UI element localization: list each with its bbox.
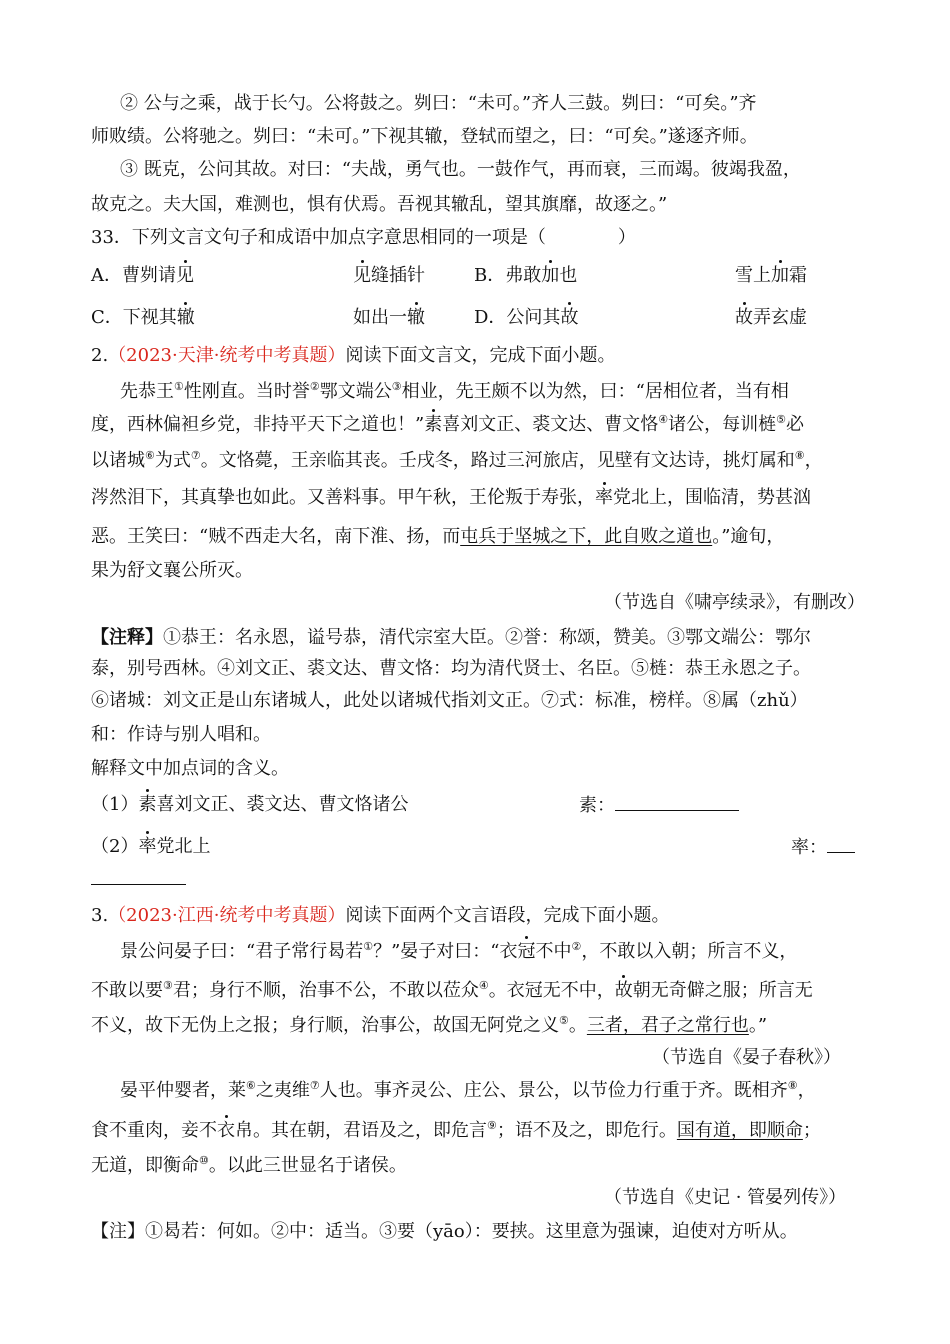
- q3-a-line1: 景公问晏子曰：“君子常行曷若①？”晏子对曰：“衣冠不中②，不敢以入朝；所言不义，: [120, 940, 798, 962]
- q33-option-a-idiom: 见缝插针: [353, 265, 425, 286]
- q33-option-d: D．公问其故: [474, 307, 579, 328]
- q33-option-c-idiom: 如出一辙: [353, 307, 425, 328]
- q3-citation-2: （节选自《史记 · 管晏列传》）: [604, 1187, 847, 1208]
- q2-sub1-answer: 素：: [579, 794, 739, 817]
- q33-option-c: C．下视其辙: [91, 307, 195, 328]
- story1-p3-line1: ③ 既克，公问其故。对曰：“夫战，勇气也。一鼓作气，再而衰，三而竭。彼竭我盈，: [120, 159, 801, 180]
- q3-a-line2: 不敢以要③君；身行不顺，治事不公，不敢以莅众④。衣冠无不中，故朝无奇僻之服；所言无: [91, 979, 813, 1001]
- q2-text-line2: 度，西林偏袒乡党，非持平天下之道也！”素喜刘文正、裘文达、曹文恪④诸公，每训梿⑤必: [91, 413, 804, 435]
- q2-notes-line1: 【注释】①恭王：名永恩，谥号恭，清代宗室大臣。②誉：称颂，赞美。③鄂文端公：鄂尔: [91, 627, 811, 648]
- q2-text-line1: 先恭王①性刚直。当时誉②鄂文端公③相业，先王颇不以为然，曰：“居相位者，当有相: [120, 380, 789, 402]
- q2-notes-line3: ⑥诸城：刘文正是山东诸城人，此处以诸城代指刘文正。⑦式：标准，榜样。⑧属（zhǔ）: [91, 690, 808, 711]
- q3-underlined-sentence-2: 国有道，即顺命: [676, 1120, 803, 1141]
- q2-text-line5: 恶。王笑曰：“贼不西走大名，南下淮、扬，而屯兵于坚城之下，此自败之道也。”逾旬，: [91, 526, 785, 547]
- q33-stem: 33．下列文言文句子和成语中加点字意思相同的一项是（ ）: [91, 227, 636, 248]
- q2-underlined-sentence: 屯兵于坚城之下，此自败之道也: [460, 526, 713, 547]
- q2-text-line6: 果为舒文襄公所灭。: [91, 560, 253, 581]
- answer-blank-continued[interactable]: [91, 868, 186, 885]
- q3-a-line3: 不义，故下无伪上之报；身行顺，治事公，故国无阿党之义⑤。三者，君子之常行也。”: [91, 1014, 768, 1036]
- q2-text-line3: 以诸城⑥为式⑦。文恪薨，王亲临其丧。壬戌冬，路过三河旅店，见壁有文达诗，挑灯属和⑧，: [91, 449, 823, 471]
- q2-sub2: （2）率党北上: [91, 836, 211, 857]
- q3-citation-1: （节选自《晏子春秋》）: [652, 1047, 841, 1068]
- q3-b-line1: 晏平仲婴者，莱⑥之夷维⑦人也。事齐灵公、庄公、景公，以节俭力行重于齐。既相齐⑧，: [120, 1079, 816, 1101]
- answer-blank[interactable]: [615, 794, 739, 811]
- q3-b-line3: 无道，即衡命⑩。以此三世显名于诸侯。: [91, 1154, 407, 1176]
- story1-p2-line2: 师败绩。公将驰之。刿曰：“未可。”下视其辙，登轼而望之，曰：“可矣。”遂逐齐师。: [91, 126, 758, 147]
- q2-sub1: （1）素喜刘文正、裘文达、曹文恪诸公: [91, 794, 409, 815]
- story1-p3-line2: 故克之。夫大国，难测也，惧有伏焉。吾视其辙乱，望其旗靡，故逐之。”: [91, 194, 668, 215]
- q33-option-b-idiom: 雪上加霜: [735, 265, 807, 286]
- q2-header: 2.（2023·天津·统考中考真题）阅读下面文言文，完成下面小题。: [91, 345, 616, 366]
- q2-sub2-answer: 率：: [791, 836, 855, 859]
- story1-p2-line1: ② 公与之乘，战于长勺。公将鼓之。刿曰：“未可。”齐人三鼓。刿曰：“可矣。”齐: [120, 93, 757, 114]
- q33-option-a: A．曹刿请见: [91, 265, 194, 286]
- q2-task: 解释文中加点词的含义。: [91, 758, 289, 779]
- q2-text-line4: 涔然泪下，其真挚也如此。又善料事。甲午秋，王伦叛于寿张，率党北上，围临清，势甚汹: [91, 487, 811, 508]
- q2-notes-line4: 和：作诗与别人唱和。: [91, 724, 271, 745]
- q3-underlined-sentence-1: 三者，君子之常行也: [586, 1015, 749, 1036]
- q33-option-d-idiom: 故弄玄虚: [735, 307, 807, 328]
- q3-note: 【注】①曷若：何如。②中：适当。③要（yāo）：要挟。这里意为强谏，迫使对方听从。: [91, 1221, 798, 1242]
- q3-b-line2: 食不重肉，妾不衣帛。其在朝，君语及之，即危言⑨；语不及之，即危行。国有道，即顺命；: [91, 1119, 821, 1141]
- q2-notes-line2: 泰，别号西林。④刘文正、裘文达、曹文恪：均为清代贤士、名臣。⑤梿：恭王永恩之子。: [91, 658, 811, 679]
- answer-blank[interactable]: [827, 836, 855, 853]
- q3-header: 3.（2023·江西·统考中考真题）阅读下面两个文言语段，完成下面小题。: [91, 905, 670, 926]
- q2-citation: （节选自《啸亭续录》，有删改）: [604, 592, 865, 613]
- q33-option-b: B．弗敢加也: [474, 265, 578, 286]
